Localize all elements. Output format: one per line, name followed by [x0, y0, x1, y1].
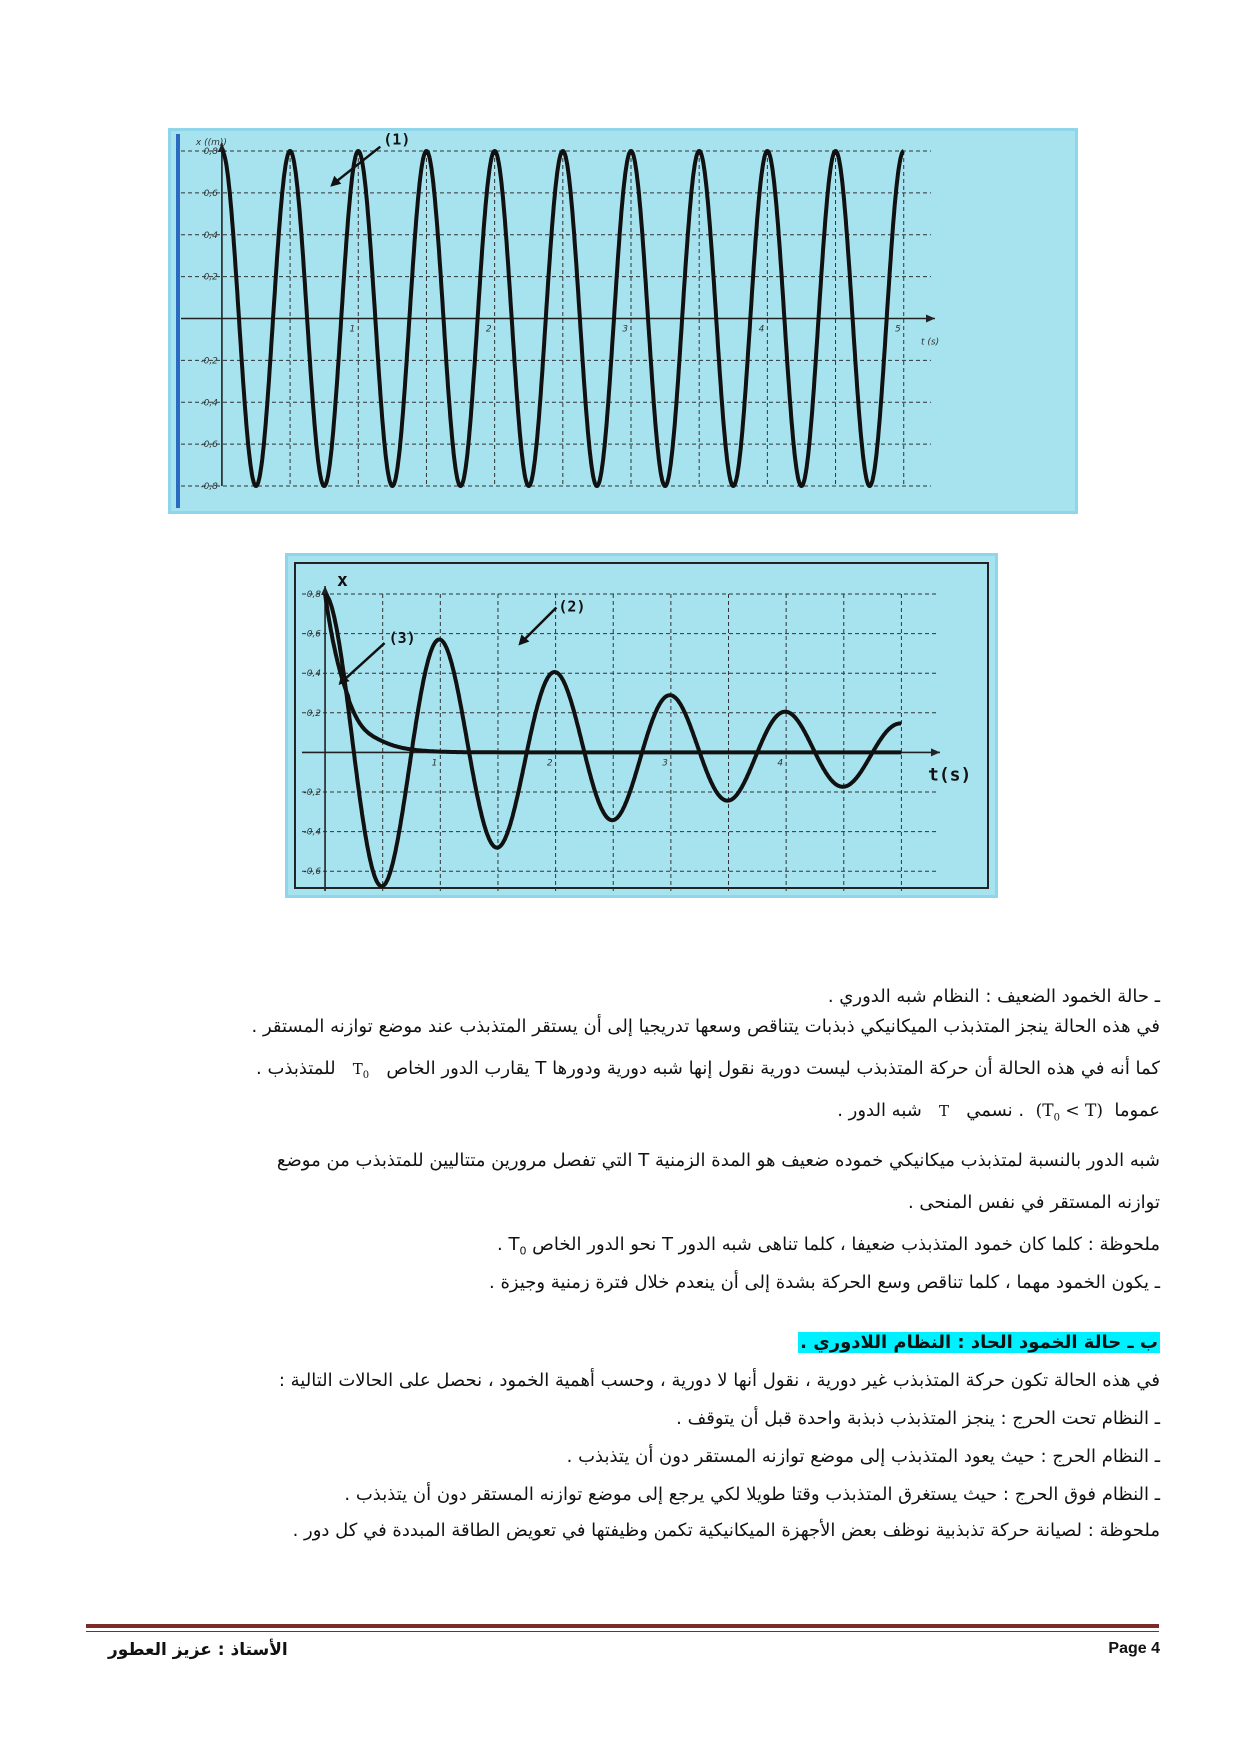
y-tick-label: -0,4 — [200, 398, 218, 409]
footer-page-number: Page 4 — [1108, 1640, 1160, 1657]
y-tick-label: -0,6 — [200, 440, 218, 451]
annotation-arrow-3 — [341, 643, 385, 683]
x-tick-label: 2 — [546, 758, 553, 769]
formula-T0-lt-T: $(T_0 < T)$ — [1035, 1101, 1103, 1124]
x-axis-label: t (s) — [921, 337, 940, 348]
y-tick-label: 0,4 — [306, 669, 322, 680]
line-generally — [837, 1098, 1160, 1131]
line-critical: ـ النظام الحرج : حيث يعود المتذبذب إلى موضع توازنه المستقر دون أن يتذبذب . — [566, 1446, 1160, 1467]
x-tick-label: 5 — [894, 324, 901, 335]
symbol-T0: $T_0$ — [352, 1060, 370, 1081]
line-pseudo-periodic — [256, 1056, 1160, 1089]
y-tick-label: 0,4 — [203, 230, 218, 241]
y-tick-label: -0,4 — [303, 827, 322, 838]
footer-rule — [86, 1624, 1159, 1628]
x-axis-arrow — [926, 315, 935, 323]
y-tick-label: 0,2 — [306, 708, 322, 719]
y-tick-label: -0,8 — [200, 482, 218, 492]
chart-damped — [285, 553, 998, 898]
annotation-arrow-2 — [520, 607, 556, 643]
line-weak-damping-title: ـ حالة الخمود الضعيف : النظام شبه الدوري . — [827, 986, 1160, 1007]
line-pseudo-period-def-2: توازنه المستقر في نفس المنحى . — [907, 1192, 1160, 1213]
heading-critical-damping — [798, 1330, 1160, 1356]
y-tick-label: -0,6 — [303, 867, 322, 878]
chart-damped-svg — [288, 556, 1001, 901]
line-pseudo-period-def: شبه الدور بالنسبة لمتذبذب ميكانيكي خموده ضعيف هو المدة الزمنية T التي تفصل مرورين متتاليين للمتذبذب من موضع — [276, 1150, 1160, 1171]
x-tick-label: 3 — [662, 758, 668, 769]
symbol-T: T — [939, 1102, 950, 1120]
y-tick-label: 0,8 — [306, 590, 322, 600]
annotation-label-2: (2) — [558, 597, 586, 616]
x-tick-label: 4 — [758, 324, 765, 335]
line-generally-c: شبه الدور . — [837, 1100, 922, 1121]
x-tick-label: 1 — [349, 324, 356, 335]
chart-undamped-svg — [171, 131, 1081, 517]
line-pseudo-periodic-b: للمتذبذب . — [256, 1058, 336, 1079]
y-tick-label: 0,8 — [203, 147, 218, 157]
heading-critical-damping-text: ب ـ حالة الخمود الحاد : النظام اللادوري . — [800, 1332, 1158, 1353]
line-generally-a: عموما — [1114, 1100, 1160, 1121]
line-pseudo-periodic-a: كما أنه في هذه الحالة أن حركة المتذبذب ليست دورية نقول إنها شبه دورية ودورها T يقارب الدور الخاص — [386, 1058, 1160, 1079]
y-tick-label: 0,6 — [306, 629, 322, 640]
y-tick-label: -0,2 — [200, 356, 218, 367]
x-tick-label: 4 — [777, 758, 784, 769]
line-weak-damping-desc: في هذه الحالة ينجز المتذبذب الميكانيكي ذبذبات يتناقص وسعها تدريجيا إلى أن يستقر المتذبذب عند موضع توازنه المستقر . — [251, 1016, 1160, 1037]
y-axis-label: x — [337, 570, 348, 591]
footer-rule-thin — [86, 1631, 1159, 1632]
line-subcritical: ـ النظام تحت الحرج : ينجز المتذبذب ذبذبة واحدة قبل أن يتوقف . — [676, 1408, 1160, 1429]
y-tick-label: 0,6 — [203, 188, 218, 199]
line-generally-b: . نسمي — [966, 1100, 1025, 1121]
annotation-label-1: (1) — [383, 130, 411, 149]
y-axis-label: x ((m)) — [195, 138, 227, 148]
y-tick-label: 0,2 — [203, 272, 218, 283]
line-aperiodic-desc: في هذه الحالة تكون حركة المتذبذب غير دورية ، نقول أنها لا دورية ، وحسب أهمية الخمود ، نحصل على الحالات التالية : — [278, 1370, 1160, 1391]
x-axis-arrow — [931, 748, 940, 756]
footer-author: الأستاذ : عزيز العطور — [108, 1640, 288, 1660]
x-axis-label: t(s) — [928, 764, 972, 786]
y-tick-label: -0,2 — [303, 788, 322, 798]
annotation-label-3: (3) — [388, 629, 416, 648]
y-axis-arrow — [321, 586, 329, 595]
line-remark-2: ملحوظة : لصيانة حركة تذبذبية نوظف بعض الأجهزة الميكانيكية تكمن وظيفتها في تعويض الطاقة المبددة في كل دور . — [292, 1520, 1160, 1541]
x-tick-label: 1 — [431, 758, 438, 769]
x-tick-label: 2 — [485, 324, 492, 335]
line-supercritical: ـ النظام فوق الحرج : حيث يستغرق المتذبذب وقتا طويلا لكي يرجع إلى موضع توازنه المستقر دون أن يتذبذب . — [344, 1484, 1160, 1505]
x-tick-label: 3 — [622, 324, 628, 335]
chart-undamped — [168, 128, 1078, 514]
line-remark-1: ملحوظة : كلما كان خمود المتذبذب ضعيفا ، كلما تناهى شبه الدور T نحو الدور الخاص $T_0$ . — [497, 1234, 1160, 1258]
line-strong-damping: ـ يكون الخمود مهما ، كلما تناقص وسع الحركة بشدة إلى أن ينعدم خلال فترة زمنية وجيزة . — [489, 1272, 1160, 1293]
